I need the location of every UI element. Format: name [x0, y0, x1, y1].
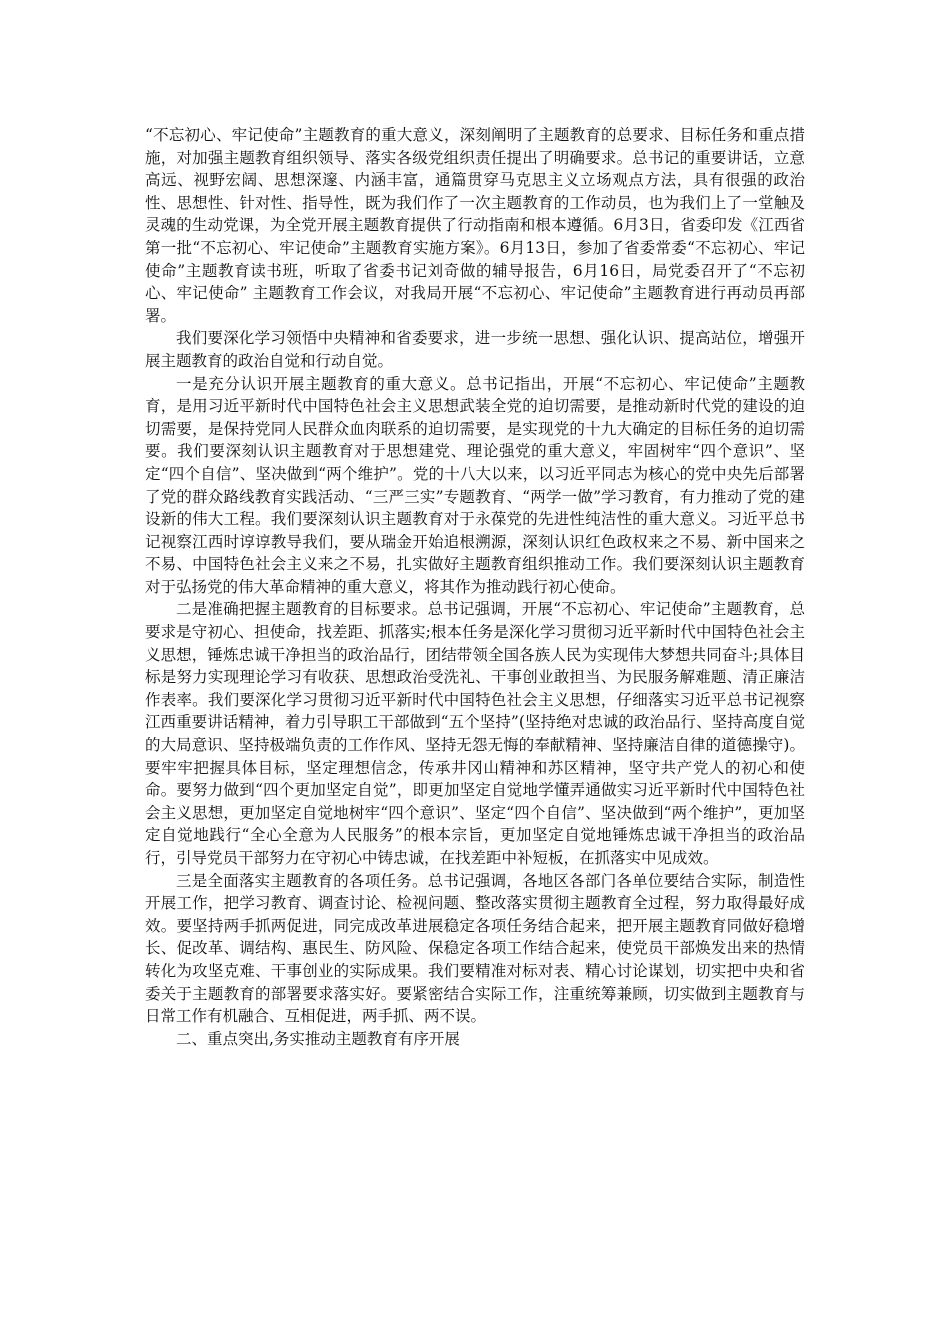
paragraph-point-one: 一是充分认识开展主题教育的重大意义。总书记指出，开展“不忘初心、牢记使命”主题教育，是用习近平新时代中国特色社会主义思想武装全党的迫切需要，是推动新时代党的建设的迫切需要，是保持党同人民群众血肉联系的迫切需要，是实现党的十九大确定的目标任务的迫切需要。我们要深刻认识主题教育对于思想建党、理论强党的重大意义，牢固树牢“四个意识”、坚定“四个自信”、坚决做到“两个维护”。党的十八大以来，以习近平同志为核心的党中央先后部署了党的群众路线教育实践活动、“三严三实”专题教育、“两学一做”学习教育，有力推动了党的建设新的伟大工程。我们要深刻认识主题教育对于永葆党的先进性纯洁性的重大意义。习近平总书记视察江西时谆谆教导我们，要从瑞金开始追根溯源，深刻认识红色政权来之不易、新中国来之不易、中国特色社会主义来之不易，扎实做好主题教育组织推动工作。我们要深刻认识主题教育对于弘扬党的伟大革命精神的重大意义，将其作为推动践行初心使命。: [145, 374, 805, 596]
paragraph-point-three: 三是全面落实主题教育的各项任务。总书记强调，各地区各部门各单位要结合实际，制造性开展工作，把学习教育、调查讨论、检视问题、整改落实贯彻主题教育全过程，努力取得最好成效。要坚持两手抓两促进，同完成改革进展稳定各项任务结合起来，把开展主题教育同做好稳增长、促改革、调结构、惠民生、防风险、保稳定各项工作结合起来，使党员干部焕发出来的热情转化为攻坚克难、干事创业的实际成果。我们要精准对标对表、精心讨论谋划，切实把中央和省委关于主题教育的部署要求落实好。要紧密结合实际工作，注重统筹兼顾，切实做到主题教育与日常工作有机融合、互相促进，两手抓、两不误。: [145, 871, 805, 1026]
paragraph-study-requirement: 我们要深化学习领悟中央精神和省委要求，进一步统一思想、强化认识、提高站位，增强开展主题教育的政治自觉和行动自觉。: [145, 329, 805, 370]
section-heading-two: 二、重点突出,务实推动主题教育有序开展: [176, 1029, 460, 1048]
document-body: [145, 124, 805, 1050]
paragraph-opening: “不忘初心、牢记使命”主题教育的重大意义，深刻阐明了主题教育的总要求、目标任务和重点措施，对加强主题教育组织领导、落实各级党组织责任提出了明确要求。总书记的重要讲话，立意高远、视野宏阔、思想深邃、内涵丰富，通篇贯穿马克思主义立场观点方法，具有很强的政治性、思想性、针对性、指导性，既为我们作了一次主题教育的工作动员，也为我们上了一堂触及灵魂的生动党课，为全党开展主题教育提供了行动指南和根本遵循。6月3日，省委印发《江西省第一批“不忘初心、牢记使命”主题教育实施方案》。6月13日，参加了省委常委“不忘初心、牢记使命”主题教育读书班，听取了省委书记刘奇做的辅导报告，6月16日，局党委召开了“不忘初心、牢记使命” 主题教育工作会议，对我局开展“不忘初心、牢记使命”主题教育进行再动员再部署。: [145, 126, 805, 325]
paragraph-point-two: 二是准确把握主题教育的目标要求。总书记强调，开展“不忘初心、牢记使命”主题教育，总要求是守初心、担使命，找差距、抓落实;根本任务是深化学习贯彻习近平新时代中国特色社会主义思想，锤炼忠诚干净担当的政治品行，团结带领全国各族人民为实现伟大梦想共同奋斗;具体目标是努力实现理论学习有收获、思想政治受洗礼、干事创业敢担当、为民服务解难题、清正廉洁作表率。我们要深化学习贯彻习近平新时代中国特色社会主义思想，仔细落实习近平总书记视察江西重要讲话精神，着力引导职工干部做到“五个坚持”(坚持绝对忠诚的政治品行、坚持高度自觉的大局意识、坚持极端负责的工作作风、坚持无怨无悔的奉献精神、坚持廉洁自律的道德操守)。要牢牢把握具体目标，坚定理想信念，传承井冈山精神和苏区精神，坚守共产党人的初心和使命。要努力做到“四个更加坚定自觉”，即更加坚定自觉地学懂弄通做实习近平新时代中国特色社会主义思想，更加坚定自觉地树牢“四个意识”、坚定“四个自信”、坚决做到“两个维护”，更加坚定自觉地践行“全心全意为人民服务”的根本宗旨，更加坚定自觉地锤炼忠诚干净担当的政治品行，引导党员干部努力在守初心中铸忠诚，在找差距中补短板，在抓落实中见成效。: [145, 600, 805, 867]
